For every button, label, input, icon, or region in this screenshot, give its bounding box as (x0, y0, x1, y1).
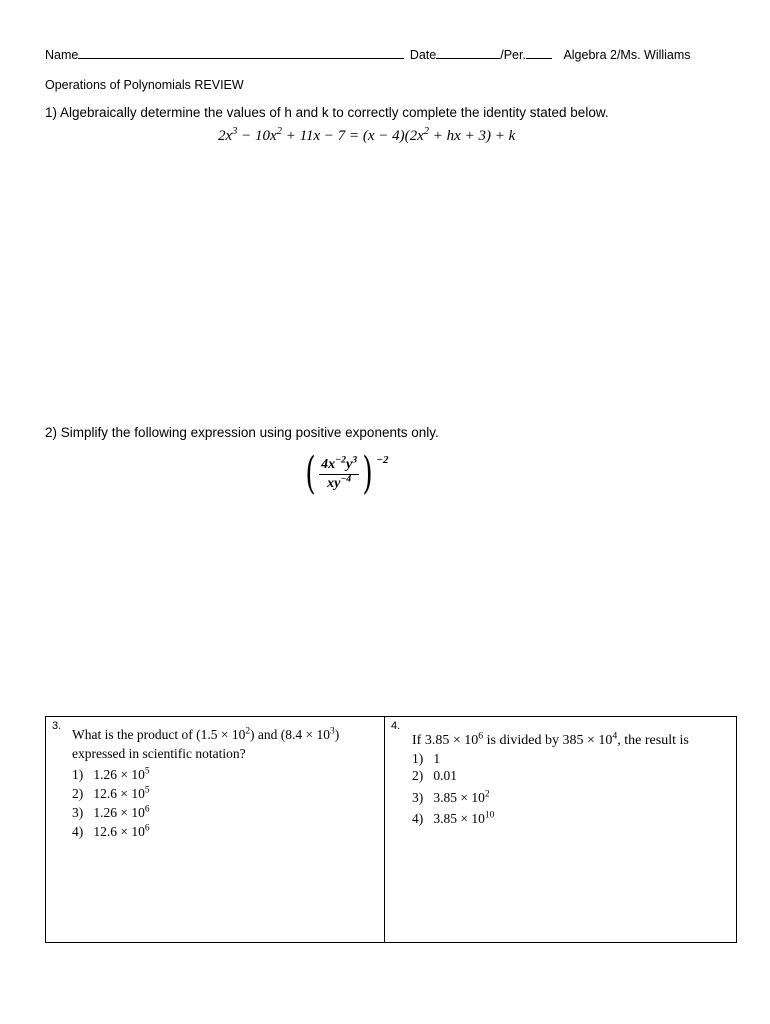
name-label: Name (45, 48, 79, 62)
fraction-numerator: $4x^{-2}y^3$ (319, 457, 359, 475)
date-field[interactable] (436, 47, 500, 59)
question-4-option-2[interactable]: 2) 0.01 (412, 768, 457, 783)
name-field[interactable] (78, 47, 404, 59)
multiple-choice-table (45, 716, 737, 943)
problem-2-work-area[interactable] (45, 520, 735, 705)
outer-exponent: −2 (376, 454, 389, 466)
question-3-stem-line1: What is the product of $(1.5 \times 10^2)$ and $(8.4 \times 10^3)$ (72, 726, 340, 742)
question-4-option-4[interactable]: 4) $3.85 \times 10^{10}$ (412, 810, 495, 826)
left-paren: ( (305, 448, 316, 499)
question-3-option-2[interactable]: 2) $12.6 \times 10^5$ (72, 785, 150, 801)
question-4-number: 4. (391, 720, 401, 732)
right-paren: ) (362, 448, 373, 499)
period-field[interactable] (526, 47, 552, 59)
question-4-option-1[interactable]: 1) 1 (412, 751, 441, 766)
question-4-stem: If $3.85 \times 10^6$ is divided by $385 \times 10^4$, the result is (412, 730, 689, 748)
problem-1-text: Algebraically determine the values of h and k to correctly complete the identity stated below. (60, 105, 609, 120)
date-label: Date (409, 48, 437, 62)
question-3-option-3[interactable]: 3) $1.26 \times 10^6$ (72, 804, 150, 820)
problem-2-expression (302, 448, 389, 499)
question-3-number: 3. (52, 720, 62, 732)
fraction (319, 453, 359, 492)
fraction-denominator: $xy^{-4}$ (327, 472, 352, 491)
question-3-cell (46, 717, 385, 943)
worksheet-title: Operations of Polynomials REVIEW (45, 78, 244, 92)
question-4-option-3[interactable]: 3) $3.85 \times 10^2$ (412, 789, 490, 805)
course-label: Algebra 2/Ms. Williams (563, 48, 691, 62)
question-3-stem-line2: expressed in scientific notation? (72, 746, 246, 761)
problem-2-text: Simplify the following expression using positive exponents only. (60, 425, 439, 440)
problem-1-work-area[interactable] (45, 150, 735, 415)
problem-2-number: 2) (45, 425, 58, 440)
question-3-option-4[interactable]: 4) $12.6 \times 10^6$ (72, 823, 150, 839)
question-3-option-1[interactable]: 1) $1.26 \times 10^5$ (72, 766, 150, 782)
period-label: /Per. (500, 48, 526, 62)
problem-2-prompt (45, 425, 439, 440)
question-4-cell (385, 717, 737, 943)
problem-1-equation: $2x^3 - 10x^2 + 11x - 7 = (x - 4)(2x^2$ + hx + 3) + k (218, 126, 516, 144)
header-line (45, 47, 691, 62)
problem-1-prompt (45, 105, 609, 120)
problem-1-number: 1) (45, 105, 58, 120)
